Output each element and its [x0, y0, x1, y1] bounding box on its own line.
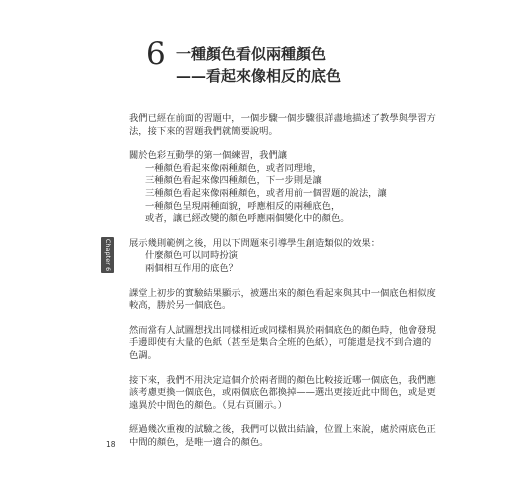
- text-line: 課堂上初步的實驗結果顯示，被選出來的顏色看起來與其中一個底色相似度: [129, 287, 436, 299]
- text-line: 三種顏色看起來像四種顏色，下一步則是讓: [145, 175, 322, 187]
- text-line: 一種顏色看起來像兩種顏色，或者同理地，: [145, 162, 322, 174]
- paragraph: [129, 374, 436, 413]
- text-line: 一種顏色呈現兩種面貌，呼應相反的兩種底色，: [145, 200, 341, 212]
- text-line: 色調。: [129, 349, 157, 361]
- paragraph: [129, 238, 401, 276]
- chapter-subtitle: ——看起來像相反的底色: [176, 67, 342, 85]
- text-line: 兩個相互作用的底色？: [145, 262, 238, 274]
- text-line: 法，接下來的習題我們就簡要說明。: [129, 125, 278, 137]
- paragraph-gap: [129, 363, 401, 375]
- paragraph: [129, 424, 436, 449]
- chapter-side-tab: [101, 237, 114, 273]
- paragraph-gap: [129, 138, 401, 150]
- text-line: 三種顏色看起來像兩種顏色，或者用前一個習題的說法，讓: [145, 187, 387, 199]
- paragraph: [129, 287, 436, 313]
- text-line: 經過幾次重複的試驗之後，我們可以做出結論，位置上來說，處於兩底色正: [129, 424, 436, 436]
- text-line: 展示幾則範例之後，用以下問題來引導學生創造類似的效果：: [129, 237, 381, 249]
- chapter-number: 6: [146, 36, 166, 72]
- text-line: 關於色彩互動學的第一個練習，我們讓: [129, 150, 288, 162]
- paragraph: [129, 324, 436, 363]
- paragraph-gap: [129, 276, 401, 288]
- text-line: 我們已經在前面的習題中，一個步驟一個步驟很詳盡地描述了教學與學習方: [129, 113, 436, 124]
- body-text: [129, 113, 436, 449]
- paragraph-gap: [129, 313, 401, 325]
- paragraph-gap: [129, 412, 401, 424]
- text-line: 較高，勝於另一個底色。: [129, 300, 232, 312]
- text-line: 中間的顏色，是唯一適合的顏色。: [129, 436, 269, 448]
- text-line: 接下來，我們不用決定這個介於兩者間的顏色比較接近哪一個底色，我們應: [129, 374, 436, 386]
- page-number: 18: [106, 440, 116, 449]
- text-line: 然而當有人試圖想找出同樣相近或同樣相異於兩個底色的顏色時，他會發現: [129, 324, 436, 336]
- paragraph-gap: [129, 226, 401, 238]
- text-line: 該考慮更換一個底色，或兩個底色都換掉——選出更接近此中間色，或是更: [129, 387, 436, 399]
- text-line: 手邊即使有大量的色紙（甚至是集合全班的色紙），可能還是找不到合適的: [129, 337, 432, 349]
- paragraph: [129, 113, 436, 138]
- chapter-title: 一種顏色看似兩種顏色: [176, 45, 327, 63]
- text-line: 遠異於中間色的顏色。（見右頁圖示。）: [129, 399, 288, 411]
- chapter-tab-label: Chapter 6: [103, 238, 112, 272]
- paragraph: [129, 150, 401, 226]
- text-line: 什麼顏色可以同時扮演: [145, 250, 238, 262]
- text-line: 或者，讓已經改變的顏色呼應兩個變化中的顏色。: [145, 213, 350, 225]
